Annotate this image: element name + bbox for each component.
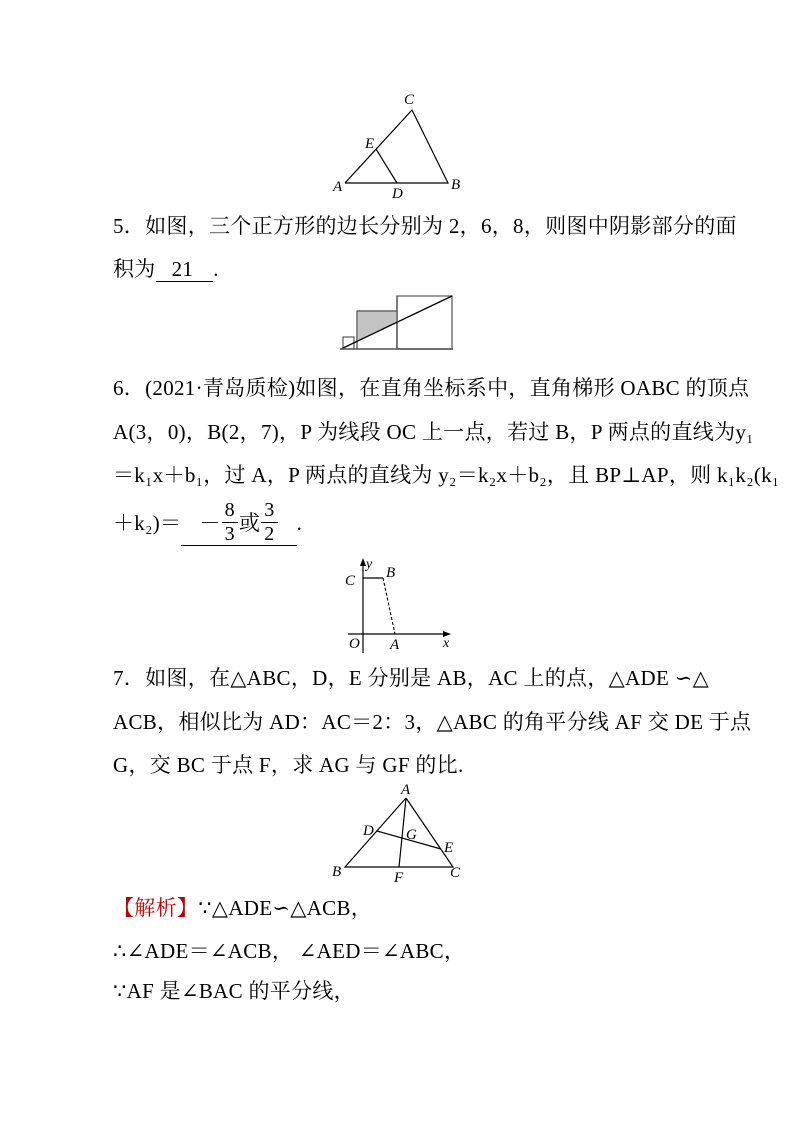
q6-text-line1: 6．(2021·青岛质检)如图，在直角坐标系中，直角梯形 OABC 的顶点 [113,376,750,400]
q5-answer-value: 21 [171,257,194,281]
fig3-label-a: A [390,637,400,653]
q6-answer-minus: － [199,510,221,535]
q6-answer-prefix: ＋k₂)＝ [113,511,182,535]
q6-answer-fraction1 [222,500,238,545]
solution-line3: ∵AF 是∠BAC 的平分线， [113,979,355,1003]
figure-triangle-abc [320,780,520,895]
q5-answer-prefix: 积为 [113,257,156,281]
solution-tag: 【解析】 [113,896,199,920]
frac1-denominator: 3 [224,523,235,545]
fig1-label-a: A [333,179,343,195]
figure-trapezoid-coords [320,555,500,660]
triangle-abc-drawing [320,780,520,890]
q6-text-line3: ＝k₁x＋b₁，过 A，P 两点的直线为 y₂＝k₂x＋b₂，且 BP⊥AP，则 k₁k₂(k₁ [113,463,780,487]
q6-text-line2: A(3，0)，B(2，7)，P 为线段 OC 上一点，若过 B，P 两点的直线为y₁ [113,420,754,444]
solution-line1-text: ∵△ADE∽△ACB， [198,896,373,920]
q7-text-line3: G，交 BC 于点 F，求 AG 与 GF 的比. [113,753,464,777]
fig1-label-b: B [451,177,461,193]
q5-answer-underline [156,257,214,282]
figure-three-squares [335,285,465,365]
q6-answer-line [113,500,302,546]
shaded-region [357,311,397,341]
q7-text-line1: 7．如图，在△ABC，D，E 分别是 AB，AC 上的点，△ADE ∽△ [113,666,710,690]
triangle-ade-drawing [330,88,470,203]
fig3-label-y: y [366,557,373,572]
q6-period: . [296,511,303,535]
fig1-label-e: E [365,136,375,152]
fig4-label-d: D [363,823,374,839]
q6-answer-fraction2 [261,500,277,545]
fig3-label-c: C [345,573,356,589]
q6-answer-or: 或 [238,510,261,535]
q6-answer-underline [181,500,296,546]
frac1-numerator: 8 [222,500,238,523]
fig4-label-g: G [406,827,417,843]
solution-line1 [113,894,372,922]
frac2-numerator: 3 [261,500,277,523]
q5-text-line2 [113,255,219,283]
q7-text-line2: ACB，相似比为 AD：AC＝2：3，△ABC 的角平分线 AF 交 DE 于点 [113,710,752,734]
squares-drawing [335,285,465,360]
fig4-label-e: E [444,840,454,856]
fig3-label-b: B [386,565,396,581]
q5-period: . [213,257,219,281]
fig1-label-c: C [404,92,415,108]
solution-line2: ∴∠ADE＝∠ACB， ∠AED＝∠ABC， [113,939,466,963]
q5-text-line1: 5．如图，三个正方形的边长分别为 2，6，8，则图中阴影部分的面 [113,214,737,238]
fig4-label-b: B [332,864,342,880]
frac2-denominator: 2 [264,523,275,545]
fig4-label-f: F [394,870,404,886]
fig1-label-d: D [392,186,403,202]
fig4-label-a: A [401,782,411,798]
fig3-label-o: O [349,636,360,652]
fig4-label-c: C [450,865,461,881]
trapezoid-drawing [320,555,500,655]
figure-triangle-ade-top [330,88,470,208]
fig3-label-x: x [443,636,450,651]
